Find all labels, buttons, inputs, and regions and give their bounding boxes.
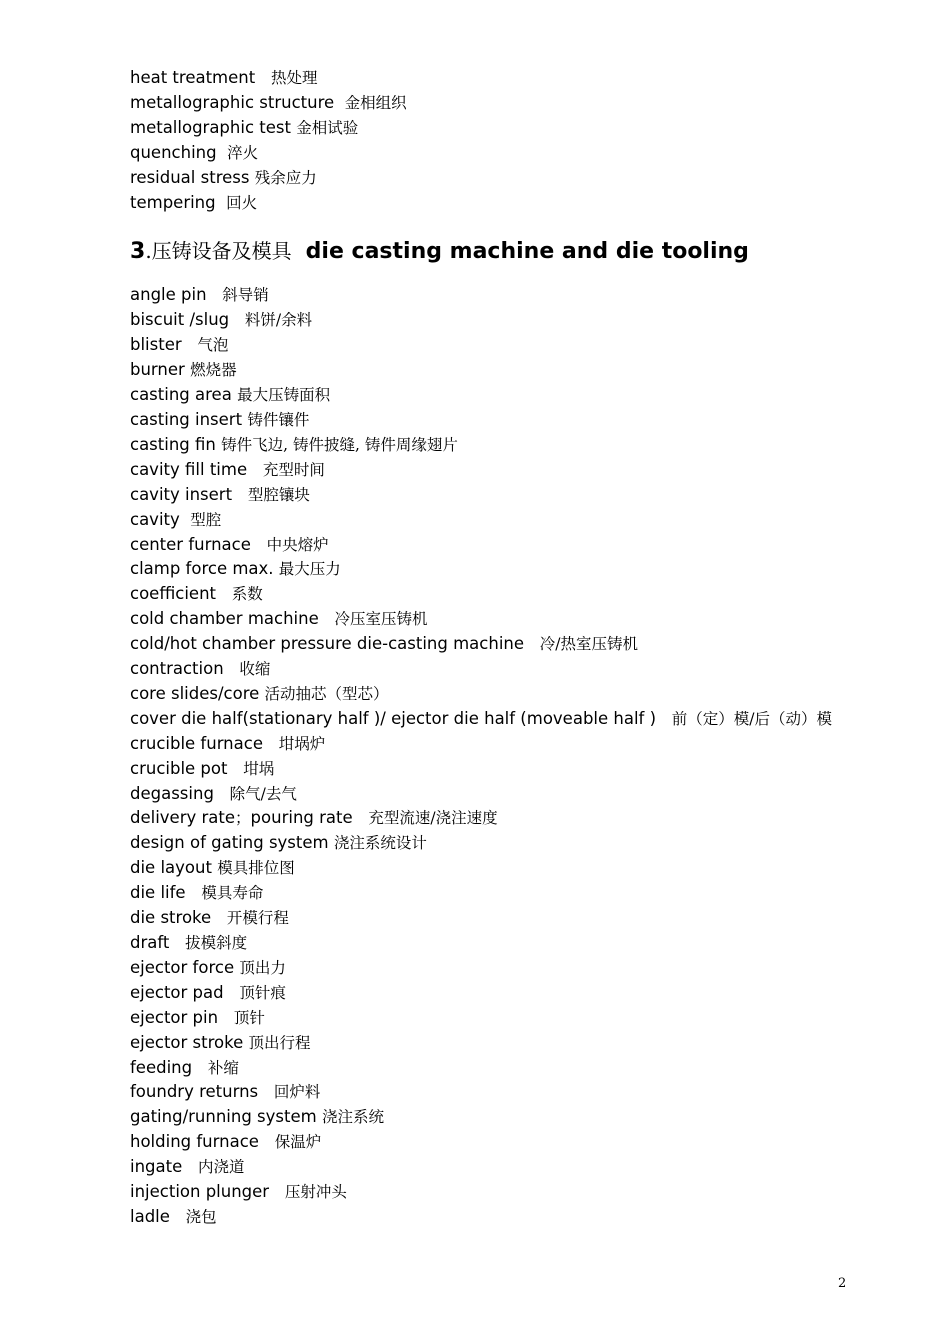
term-en: tempering	[130, 192, 216, 212]
term-separator	[218, 1008, 234, 1027]
term-zh: 收缩	[239, 660, 271, 679]
term-separator	[263, 734, 279, 753]
term-en: ladle	[130, 1206, 170, 1226]
term-zh: 顶针	[233, 1008, 265, 1027]
glossary-entry	[130, 607, 850, 632]
term-en: die life	[130, 883, 186, 903]
term-en: metallographic structure	[130, 92, 335, 112]
glossary-entry	[130, 333, 850, 358]
term-zh: 斜导销	[222, 286, 269, 305]
glossary-entry	[130, 931, 850, 956]
term-en: biscuit /slug	[130, 310, 230, 330]
term-en: cover die half(stationary half )/ ejector die half (moveable half )	[130, 708, 657, 728]
glossary-entry	[130, 66, 850, 91]
term-separator	[229, 310, 245, 329]
glossary-entry	[130, 582, 850, 607]
glossary-entry	[130, 166, 850, 191]
glossary-entry	[130, 881, 850, 906]
term-zh: 金相组织	[344, 93, 407, 112]
glossary-section-heat-treatment	[130, 66, 850, 215]
glossary-entry	[130, 483, 850, 508]
section-number-dot: .	[145, 239, 152, 264]
page-content	[130, 66, 850, 1230]
term-en: design of gating system	[130, 833, 329, 853]
term-zh: 浇注系统设计	[333, 834, 427, 853]
term-zh: 前（定）模/后（动）模	[671, 709, 833, 728]
term-en: ejector pin	[130, 1007, 219, 1027]
glossary-entry	[130, 981, 850, 1006]
term-en: heat treatment	[130, 68, 256, 87]
glossary-entry	[130, 682, 850, 707]
term-en: center furnace	[130, 534, 251, 554]
term-zh: 充型时间	[262, 460, 325, 479]
term-separator	[214, 784, 230, 803]
glossary-entry	[130, 508, 850, 533]
glossary-entry	[130, 283, 850, 308]
term-separator	[259, 1132, 275, 1151]
term-zh: 料饼/余料	[244, 311, 313, 330]
term-separator	[180, 510, 191, 529]
term-separator	[217, 143, 228, 162]
term-en: gating/running system	[130, 1107, 317, 1127]
term-zh: 冷压室压铸机	[334, 610, 428, 629]
term-en: foundry returns	[130, 1082, 259, 1102]
term-separator	[182, 1157, 198, 1176]
glossary-entry	[130, 782, 850, 807]
term-zh: 残余应力	[254, 168, 317, 187]
term-separator	[656, 709, 672, 728]
glossary-entry	[130, 732, 850, 757]
term-separator: ；	[235, 809, 251, 828]
term-separator	[353, 808, 369, 827]
section-title-en: die casting machine and die tooling	[305, 239, 749, 265]
term-en: cold chamber machine	[130, 609, 319, 629]
term-en: holding furnace	[130, 1132, 259, 1152]
glossary-entry	[130, 1105, 850, 1130]
term-zh: 中央熔炉	[266, 535, 329, 554]
term-zh: 坩埚	[243, 759, 275, 778]
term-separator	[251, 535, 267, 554]
term-en: ingate	[130, 1157, 183, 1177]
term-en: angle pin	[130, 285, 207, 305]
term-zh: 铸件飞边, 铸件披缝, 铸件周缘翅片	[221, 435, 458, 454]
glossary-entry	[130, 1180, 850, 1205]
term-zh: 活动抽芯（型芯）	[264, 684, 389, 703]
term-en: ejector pad	[130, 982, 224, 1002]
term-separator	[224, 983, 240, 1002]
term-separator	[247, 460, 263, 479]
term-separator	[524, 634, 540, 653]
glossary-entry	[130, 557, 850, 582]
term-zh: 浇包	[185, 1207, 217, 1226]
term-separator	[186, 883, 202, 902]
term-zh: 坩埚炉	[278, 734, 326, 753]
term-zh: 模具寿命	[201, 884, 264, 903]
term-zh: 型腔镶块	[247, 485, 310, 504]
term-zh: 压射冲头	[284, 1183, 347, 1202]
term-en: core slides/core	[130, 683, 260, 703]
term-separator	[211, 908, 227, 927]
term-zh: 冷/热室压铸机	[539, 635, 638, 654]
glossary-section-die-casting	[130, 283, 850, 1229]
glossary-entry	[130, 906, 850, 931]
term-zh: 金相试验	[296, 118, 359, 137]
term-zh: 气泡	[197, 336, 229, 355]
term-zh: 顶针痕	[239, 983, 286, 1002]
term-en: feeding	[130, 1057, 193, 1077]
term-en: cold/hot chamber pressure die-casting machine	[130, 634, 525, 654]
term-separator	[224, 659, 240, 678]
term-en: die stroke	[130, 908, 212, 928]
term-en: degassing	[130, 783, 214, 803]
glossary-entry	[130, 91, 850, 116]
term-en: blister	[130, 335, 182, 355]
term-en: cavity fill time	[130, 459, 248, 479]
term-en: injection plunger	[130, 1182, 270, 1202]
term-zh: 最大压铸面积	[237, 386, 331, 405]
term-zh: 顶出力	[239, 958, 286, 977]
term-zh: 系数	[231, 585, 263, 604]
glossary-entry	[130, 707, 850, 732]
term-en: casting insert	[130, 409, 243, 429]
glossary-entry	[130, 1031, 850, 1056]
glossary-entry	[130, 1130, 850, 1155]
term-zh: 浇注系统	[321, 1108, 384, 1127]
term-en: draft	[130, 933, 170, 952]
glossary-entry	[130, 358, 850, 383]
term-zh: 充型流速/浇注速度	[368, 809, 498, 828]
term-zh: 顶出行程	[248, 1033, 311, 1052]
glossary-entry	[130, 141, 850, 166]
term-zh: 最大压力	[278, 560, 341, 579]
term-en: metallographic test	[130, 117, 291, 137]
glossary-entry	[130, 433, 850, 458]
term-zh: 内浇道	[198, 1158, 245, 1177]
term-separator	[170, 1207, 186, 1226]
term-en: die layout	[130, 858, 212, 878]
term-zh: 开模行程	[226, 909, 289, 928]
term-en: ejector force	[130, 957, 235, 977]
glossary-entry	[130, 956, 850, 981]
glossary-entry	[130, 1056, 850, 1081]
glossary-entry	[130, 831, 850, 856]
term-separator	[169, 933, 185, 952]
glossary-entry	[130, 856, 850, 881]
term-en: delivery rate	[130, 808, 236, 828]
term-separator	[182, 335, 198, 354]
term-en: crucible pot	[130, 758, 228, 778]
page-number: 2	[838, 1276, 847, 1291]
term-en: residual stress	[130, 167, 250, 187]
term-en: clamp force max.	[130, 559, 274, 579]
term-zh: 热处理	[270, 69, 318, 87]
term-zh: 铸件镶件	[247, 410, 310, 429]
term-en: crucible furnace	[130, 733, 263, 753]
glossary-entry	[130, 806, 850, 831]
glossary-entry	[130, 408, 850, 433]
term-zh: 淬火	[227, 143, 259, 162]
term-en: ejector stroke	[130, 1032, 244, 1052]
term-en: cavity	[130, 509, 180, 529]
term-zh: 保温炉	[274, 1133, 322, 1152]
glossary-entry	[130, 1006, 850, 1031]
term-zh: 回炉料	[273, 1083, 321, 1102]
section-title-zh: 压铸设备及模具	[151, 239, 292, 264]
term-separator	[207, 285, 223, 304]
glossary-entry	[130, 1205, 850, 1230]
term-zh: 拔模斜度	[185, 934, 248, 952]
term-en: casting area	[130, 385, 232, 405]
glossary-entry	[130, 1080, 850, 1105]
term-separator	[216, 584, 232, 603]
term-separator	[269, 1182, 285, 1201]
term-en: cavity insert	[130, 484, 233, 504]
glossary-entry	[130, 191, 850, 216]
term-en: burner	[130, 360, 185, 380]
glossary-entry	[130, 657, 850, 682]
term-separator	[227, 759, 243, 778]
term-en: quenching	[130, 142, 217, 162]
term-en: casting fin	[130, 434, 216, 454]
term-zh: 回火	[226, 193, 258, 212]
term-zh: 模具排位图	[217, 859, 295, 878]
glossary-entry	[130, 533, 850, 558]
term-separator	[258, 1082, 274, 1101]
term-separator	[334, 93, 345, 112]
term-separator	[319, 609, 335, 628]
term-en: coefficient	[130, 584, 217, 604]
glossary-entry	[130, 632, 850, 657]
term-en: contraction	[130, 659, 224, 679]
glossary-entry	[130, 1155, 850, 1180]
glossary-entry	[130, 757, 850, 782]
term-separator	[232, 485, 248, 504]
term-separator	[216, 193, 227, 212]
term-zh: 补缩	[207, 1058, 239, 1077]
term-separator	[255, 68, 271, 87]
term-zh: 燃烧器	[190, 361, 237, 380]
term-separator	[192, 1058, 208, 1077]
glossary-entry	[130, 383, 850, 408]
glossary-entry	[130, 308, 850, 333]
glossary-entry	[130, 116, 850, 141]
section-heading	[130, 236, 850, 267]
glossary-entry	[130, 458, 850, 483]
term-en-alt: pouring rate	[250, 808, 353, 828]
term-zh: 除气/去气	[229, 784, 297, 803]
term-zh: 型腔	[190, 510, 222, 529]
section-number: 3	[130, 239, 146, 265]
